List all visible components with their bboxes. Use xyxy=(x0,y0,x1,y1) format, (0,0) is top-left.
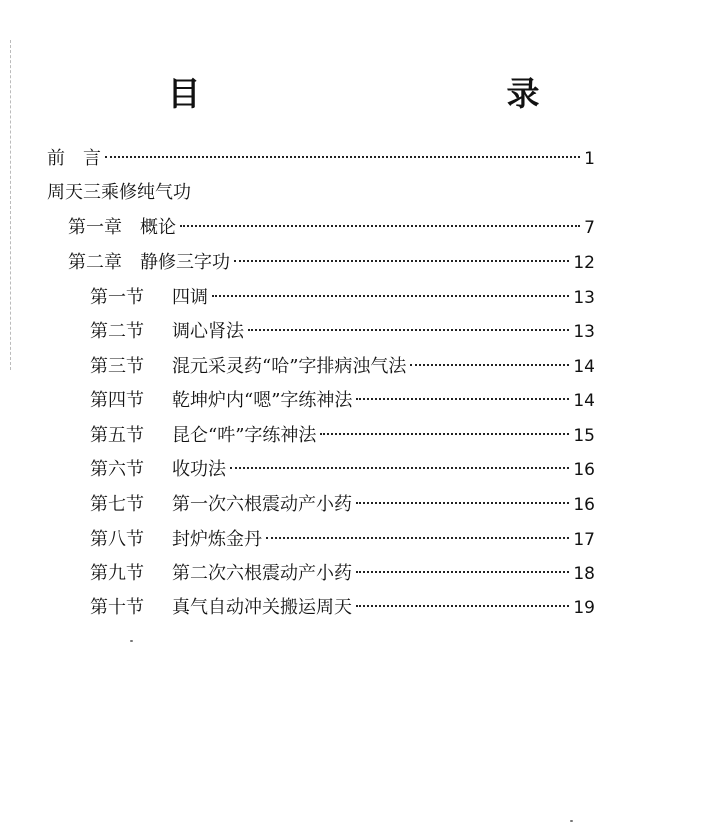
dot-leader xyxy=(212,295,569,297)
section-number: 第九节 xyxy=(90,563,144,584)
section-title: 封炉炼金丹 xyxy=(172,529,262,550)
toc-entry-label: 第一章 概论 xyxy=(68,217,176,238)
dot-leader xyxy=(320,433,569,435)
section-title: 昆仑“吽”字练神法 xyxy=(172,425,317,446)
toc-part-label: 周天三乘修纯气功 xyxy=(47,182,191,203)
dot-leader xyxy=(230,467,569,469)
dot-leader xyxy=(356,605,569,607)
toc-entry-preface[interactable] xyxy=(47,143,595,175)
dot-leader xyxy=(266,537,569,539)
toc-page-number: 14 xyxy=(573,357,595,377)
toc-page-number: 1 xyxy=(584,149,595,169)
toc-page-number: 13 xyxy=(573,322,595,342)
toc-page-number: 15 xyxy=(573,426,595,446)
dot-leader xyxy=(356,398,569,400)
dot-leader xyxy=(105,156,580,158)
toc-page-number: 16 xyxy=(573,495,595,515)
toc-entry-section[interactable] xyxy=(90,385,595,417)
dot-leader xyxy=(410,364,569,366)
section-number: 第五节 xyxy=(90,425,144,446)
toc-page-number: 17 xyxy=(573,530,595,550)
toc-entry-section[interactable] xyxy=(90,524,595,556)
section-number: 第十节 xyxy=(90,597,144,618)
toc-page-number: 14 xyxy=(573,391,595,411)
toc-entry-section[interactable] xyxy=(90,420,595,452)
scan-speck xyxy=(130,640,133,642)
dot-leader xyxy=(248,329,569,331)
toc-page-number: 12 xyxy=(573,253,595,273)
toc-entry-section[interactable] xyxy=(90,454,595,486)
toc-page-number: 16 xyxy=(573,460,595,480)
section-number: 第二节 xyxy=(90,321,144,342)
section-title: 四调 xyxy=(172,287,208,308)
section-number: 第八节 xyxy=(90,529,144,550)
toc-entry-chapter[interactable] xyxy=(68,212,595,244)
toc-page-number: 18 xyxy=(573,564,595,584)
page-title: 目 录 xyxy=(167,74,620,113)
section-title: 收功法 xyxy=(172,459,226,480)
toc-entry-section[interactable] xyxy=(90,282,595,314)
section-title: 真气自动冲关搬运周天 xyxy=(172,597,352,618)
section-number: 第七节 xyxy=(90,494,144,515)
toc-page-number: 19 xyxy=(573,598,595,618)
toc-entry-section[interactable] xyxy=(90,592,595,624)
dot-leader xyxy=(356,502,569,504)
toc-part-heading xyxy=(47,177,595,209)
toc-entry-label: 第二章 静修三字功 xyxy=(68,252,230,273)
section-number: 第六节 xyxy=(90,459,144,480)
dot-leader xyxy=(356,571,569,573)
section-number: 第一节 xyxy=(90,287,144,308)
toc-entry-section[interactable] xyxy=(90,558,595,590)
toc-entry-section[interactable] xyxy=(90,489,595,521)
scan-speck xyxy=(570,820,573,822)
toc-page-number: 7 xyxy=(584,218,595,238)
toc-page-number: 13 xyxy=(573,288,595,308)
section-title: 混元采灵药“哈”字排病浊气法 xyxy=(172,356,407,377)
section-number: 第三节 xyxy=(90,356,144,377)
section-title: 第一次六根震动产小药 xyxy=(172,494,352,515)
section-title: 调心肾法 xyxy=(172,321,244,342)
section-title: 乾坤炉内“嗯”字练神法 xyxy=(172,390,353,411)
toc-entry-section[interactable] xyxy=(90,316,595,348)
toc-entry-label: 前 言 xyxy=(47,148,101,169)
toc-entry-chapter[interactable] xyxy=(68,247,595,279)
section-number: 第四节 xyxy=(90,390,144,411)
dot-leader xyxy=(234,260,569,262)
dot-leader xyxy=(180,225,580,227)
toc-entry-section[interactable] xyxy=(90,351,595,383)
section-title: 第二次六根震动产小药 xyxy=(172,563,352,584)
